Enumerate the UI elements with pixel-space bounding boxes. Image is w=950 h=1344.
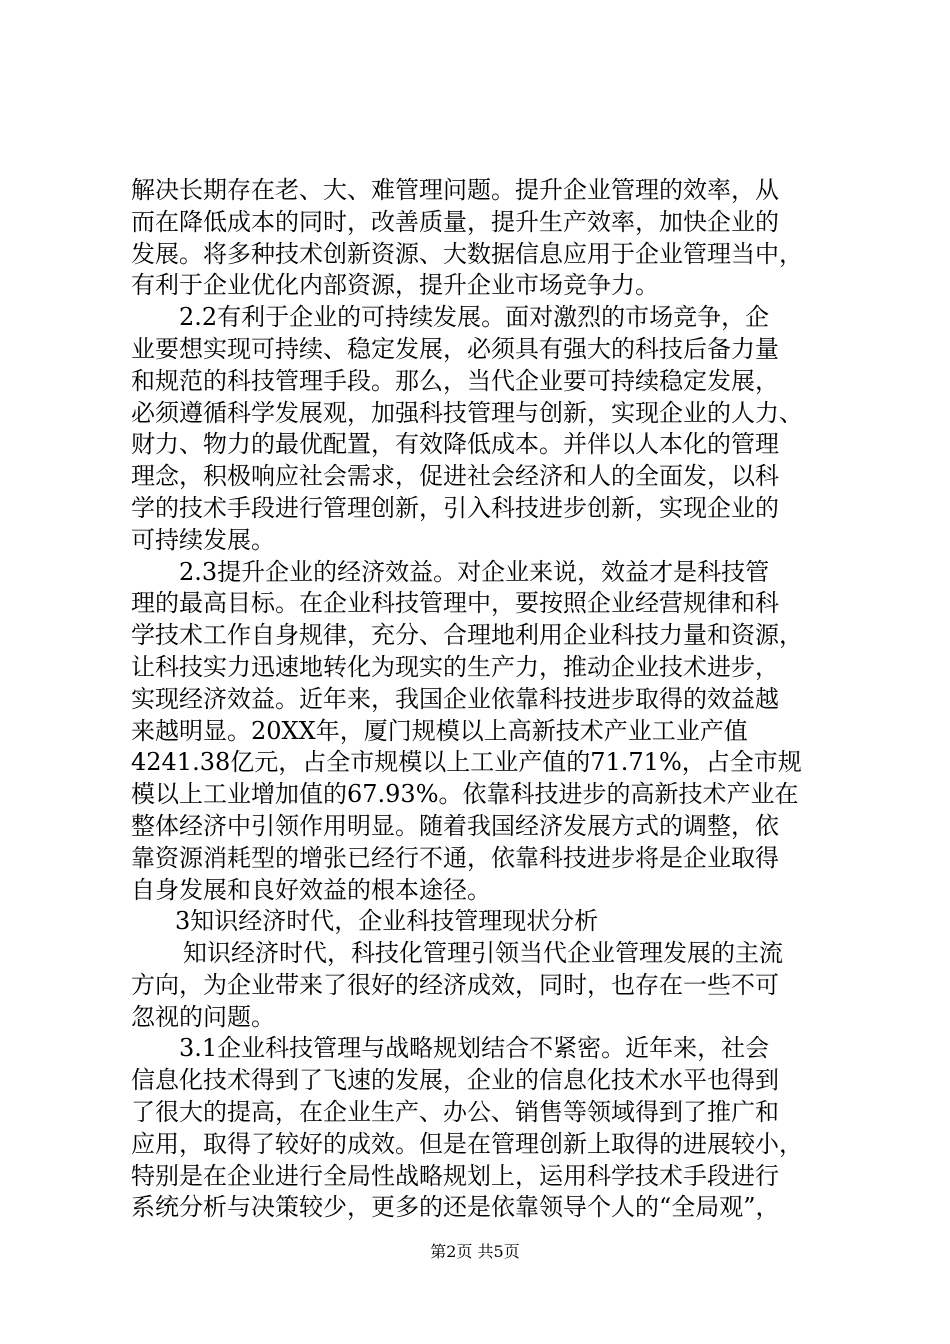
text-line: 特别是在企业进行全局性战略规划上，运用科学技术手段进行 <box>131 1162 779 1190</box>
text-line: 实现经济效益。近年来，我国企业依靠科技进步取得的效益越 <box>131 685 779 713</box>
text-line: 可持续发展。 <box>131 526 275 554</box>
text-line: 靠资源消耗型的增张已经行不通，依靠科技进步将是企业取得 <box>131 844 779 872</box>
text-line: 让科技实力迅速地转化为现实的生产力，推动企业技术进步， <box>131 653 779 681</box>
text-line: 自身发展和良好效益的根本途径。 <box>131 876 491 904</box>
text-line: 理的最高目标。在企业科技管理中，要按照企业经营规律和科 <box>131 589 779 617</box>
text-line: 必须遵循科学发展观，加强科技管理与创新，实现企业的人力、 <box>131 399 803 427</box>
text-line: 应用，取得了较好的成效。但是在管理创新上取得的进展较小， <box>131 1130 803 1158</box>
text-line: 整体经济中引领作用明显。随着我国经济发展方式的调整，依 <box>131 812 779 840</box>
page-number-footer: 第2页 共5页 <box>430 1242 520 1261</box>
text-line: 4241.38亿元，占全市规模以上工业产值的71.71%，占全市规 <box>131 748 802 776</box>
text-line: 解决长期存在老、大、难管理问题。提升企业管理的效率，从 <box>131 176 779 204</box>
text-line: 忽视的问题。 <box>131 1003 275 1031</box>
text-line: 了很大的提高，在企业生产、办公、销售等领域得到了推广和 <box>131 1098 779 1126</box>
section-3-intro-start: 知识经济时代，科技化管理引领当代企业管理发展的主流 <box>183 939 783 967</box>
section-2-3-paragraph-start: 2.3提升企业的经济效益。对企业来说，效益才是科技管 <box>179 558 770 586</box>
text-line: 而在降低成本的同时，改善质量，提升生产效率，加快企业的 <box>131 208 779 236</box>
text-line: 系统分析与决策较少，更多的还是依靠领导个人的“全局观”， <box>131 1193 780 1221</box>
text-line: 业要想实现可持续、稳定发展，必须具有强大的科技后备力量 <box>131 335 779 363</box>
text-line: 理念，积极响应社会需求，促进社会经济和人的全面发，以科 <box>131 462 779 490</box>
text-line: 模以上工业增加值的67.93%。依靠科技进步的高新技术产业在 <box>131 780 799 808</box>
text-line: 和规范的科技管理手段。那么，当代企业要可持续稳定发展， <box>131 367 779 395</box>
text-line: 方向，为企业带来了很好的经济成效，同时，也存在一些不可 <box>131 971 779 999</box>
text-line: 信息化技术得到了飞速的发展，企业的信息化技术水平也得到 <box>131 1066 779 1094</box>
section-2-2-paragraph-start: 2.2有利于企业的可持续发展。面对激烈的市场竞争，企 <box>179 303 770 331</box>
text-line: 财力、物力的最优配置，有效降低成本。并伴以人本化的管理 <box>131 430 779 458</box>
text-line: 学技术工作自身规律，充分、合理地利用企业科技力量和资源， <box>131 621 803 649</box>
section-3-1-paragraph-start: 3.1企业科技管理与战略规划结合不紧密。近年来，社会 <box>179 1034 770 1062</box>
text-line: 发展。将多种技术创新资源、大数据信息应用于企业管理当中， <box>131 240 803 268</box>
text-line: 来越明显。20XX年，厦门规模以上高新技术产业工业产值 <box>131 717 748 745</box>
text-line: 学的技术手段进行管理创新，引入科技进步创新，实现企业的 <box>131 494 779 522</box>
text-line: 有利于企业优化内部资源，提升企业市场竞争力。 <box>131 271 659 299</box>
section-3-heading: 3知识经济时代，企业科技管理现状分析 <box>175 907 599 935</box>
